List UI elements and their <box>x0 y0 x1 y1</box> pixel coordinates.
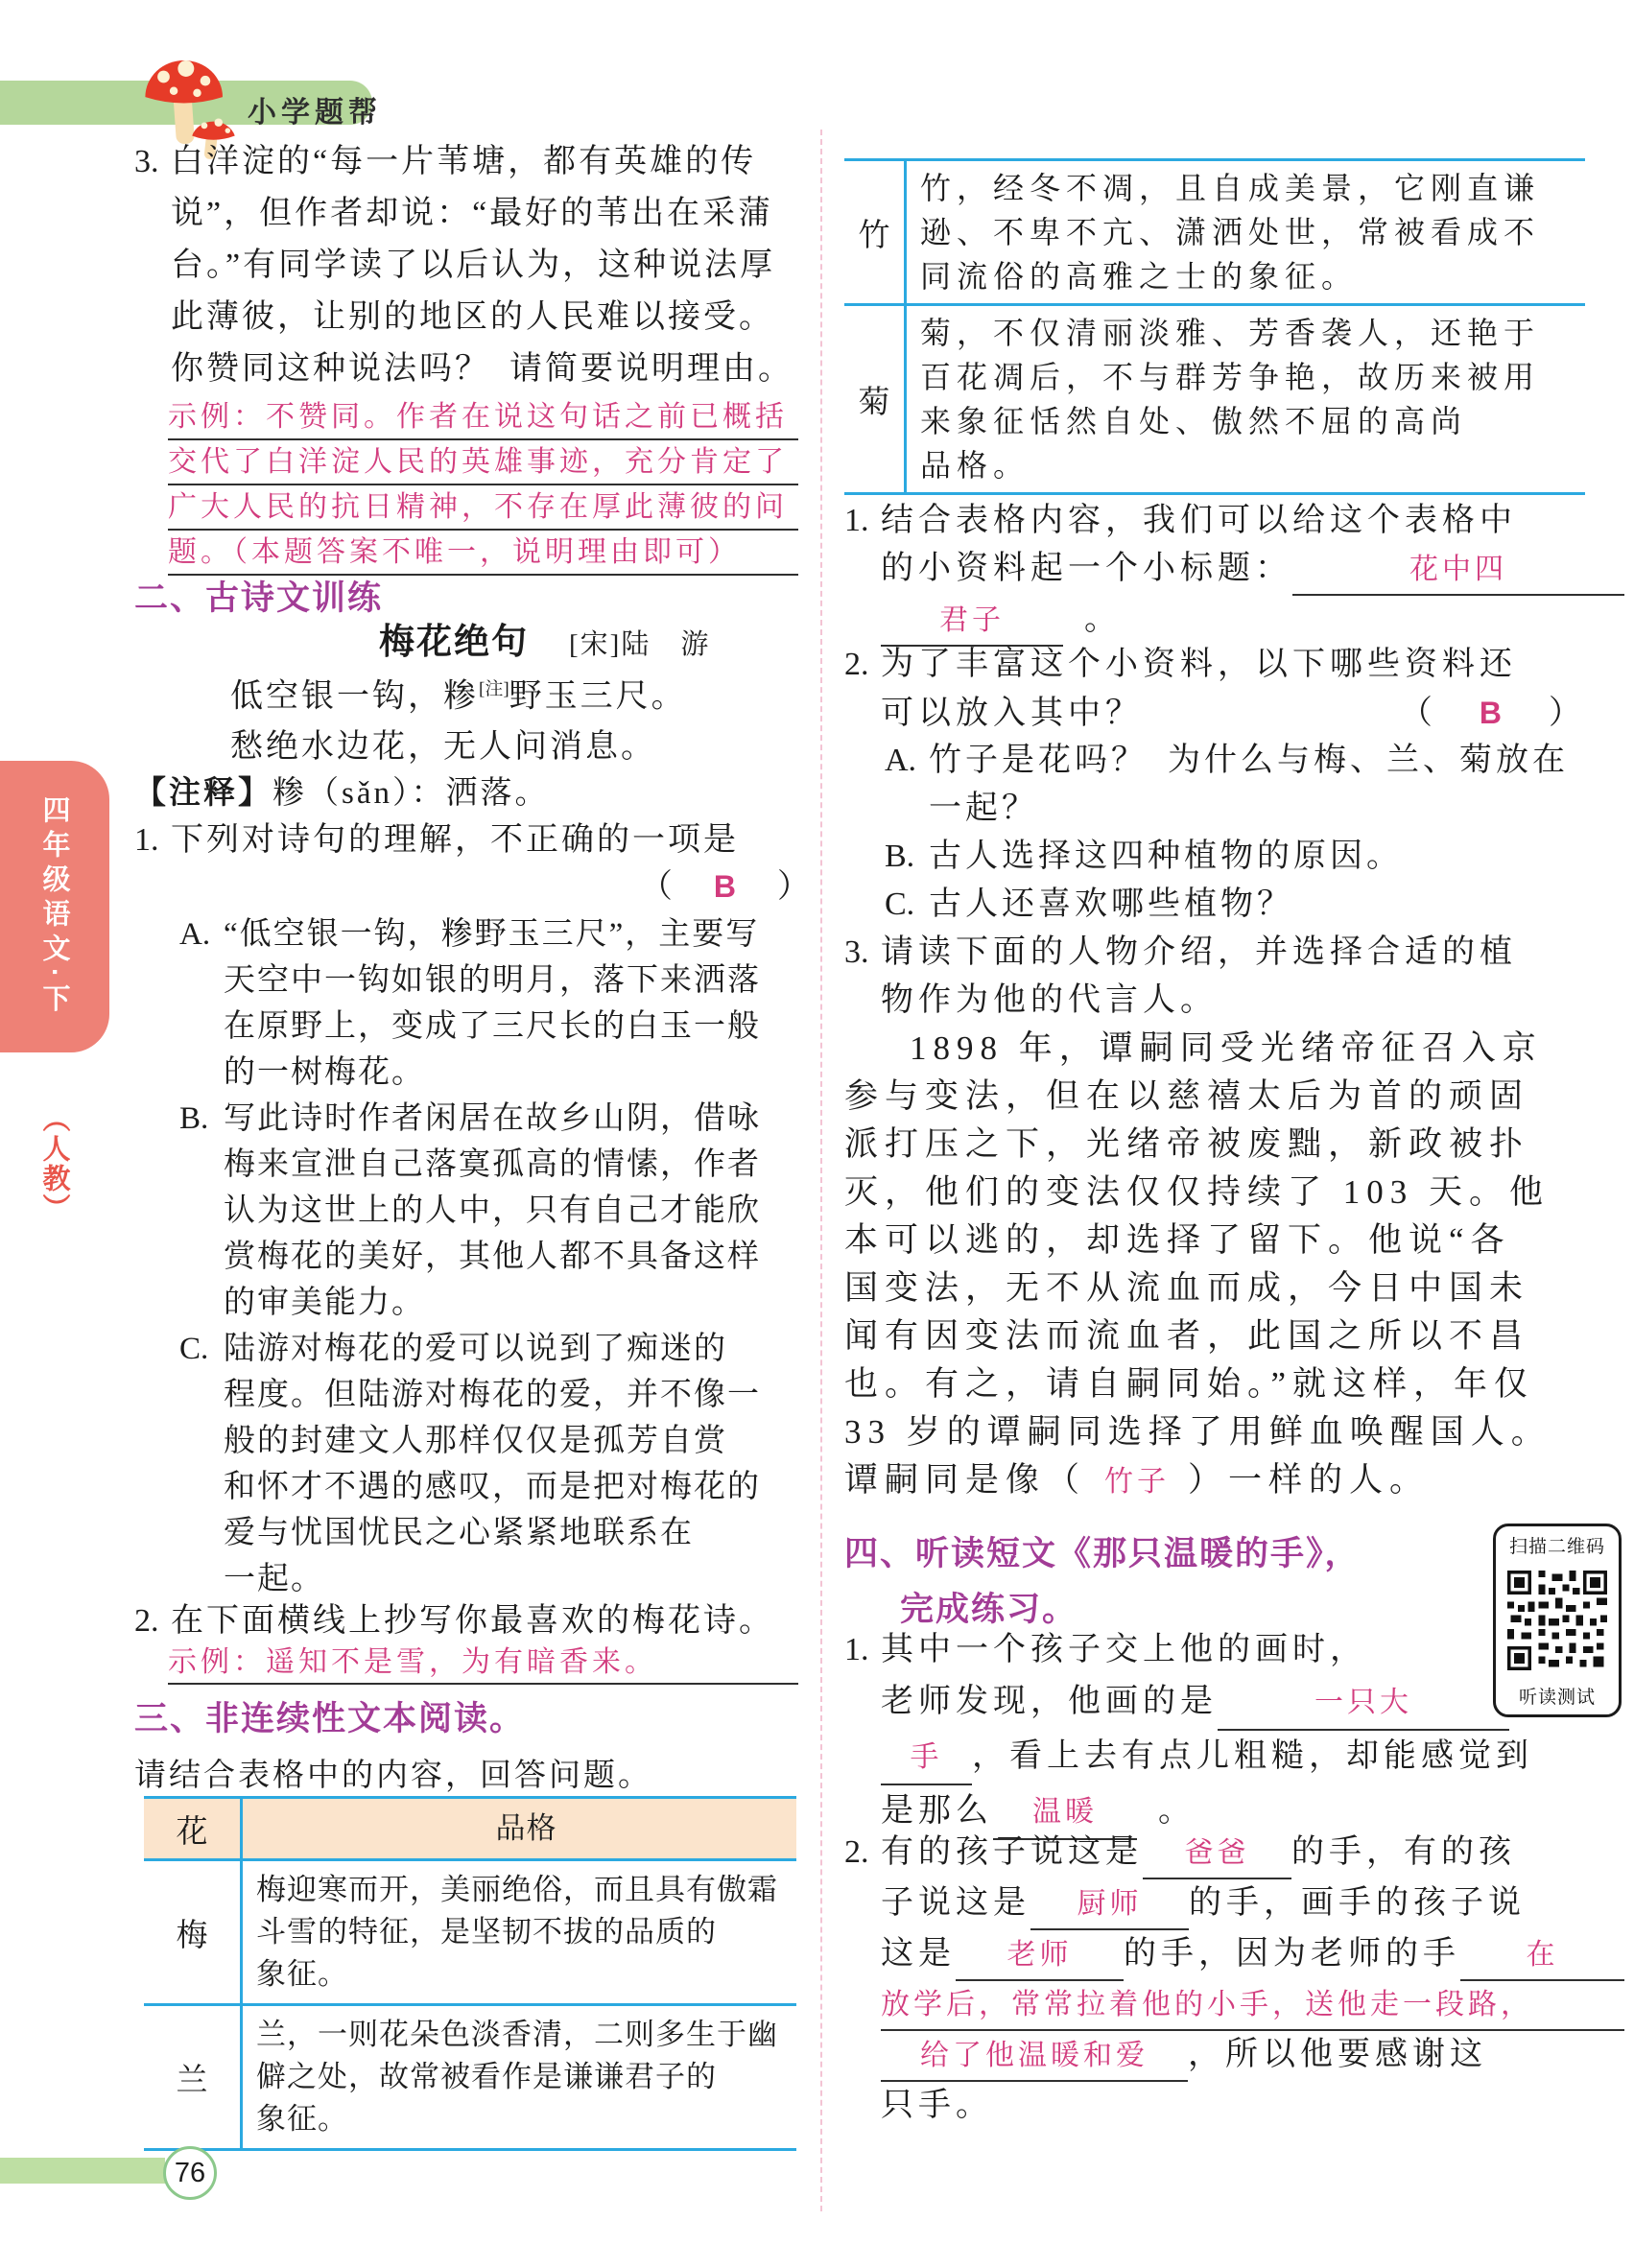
table-row <box>844 306 1585 495</box>
right-question-2-options <box>885 737 1632 929</box>
table-header-row <box>144 1799 796 1861</box>
poem-body <box>230 664 687 772</box>
text-segment: 程度。但陆游对梅花的爱，并不像一 <box>224 1378 761 1412</box>
answer-text: 花中四 <box>1292 546 1624 596</box>
text-line <box>929 785 1632 833</box>
table-row-label: 菊 <box>844 306 907 492</box>
text-segment: A. <box>179 917 211 952</box>
text-segment: ） <box>739 869 813 905</box>
table-row-text <box>243 2006 796 2148</box>
text-line <box>224 1280 845 1326</box>
text-line <box>224 1372 845 1418</box>
right-question-2 <box>844 641 1624 738</box>
text-line <box>179 1326 845 1372</box>
table-row-label: 兰 <box>144 2006 243 2148</box>
text-segment: 逊、不卑不亢、潇洒处世，常被看成不 <box>920 215 1541 249</box>
text-line <box>134 817 837 863</box>
qr-code-icon <box>1507 1571 1607 1670</box>
text-segment: 古人还喜欢哪些植物？ <box>929 886 1293 922</box>
text-line <box>920 443 1585 487</box>
text-segment: 愁绝水边花，无人问消息。 <box>230 729 656 766</box>
text-line <box>881 689 1624 738</box>
text-segment: 国变法，无不从流血而成，今日中国未 <box>844 1269 1530 1307</box>
text-line <box>224 1004 845 1050</box>
text-line <box>224 1142 845 1188</box>
text-segment: 同流俗的高雅之士的象征。 <box>920 259 1359 294</box>
text-segment: 竹，经冬不凋，且自成美景，它刚直谦 <box>920 171 1541 205</box>
poem-author: [宋]陆 游 <box>569 629 711 660</box>
text-segment: 低空银一钩，糁 <box>230 678 479 715</box>
text-line <box>168 485 798 531</box>
sidebar-grade-label: 四年级语文·下 <box>38 794 70 1019</box>
text-segment: 交代了白洋淀人民的英雄事迹，充分肯定了 <box>168 446 788 478</box>
text-line <box>224 1556 845 1602</box>
qr-top-label: 扫描二维码 <box>1508 1537 1605 1557</box>
text-line <box>885 833 1632 881</box>
answer-text: 老师 <box>956 1931 1124 1981</box>
text-segment: 象征。 <box>256 2102 348 2136</box>
text-line <box>171 343 837 395</box>
qr-code-panel <box>1493 1524 1622 1717</box>
table-row-text <box>907 161 1585 303</box>
note-text: 糁（sǎn）：洒落。 <box>272 776 550 811</box>
biography-paragraph <box>844 1025 1588 1506</box>
text-line <box>844 497 1624 545</box>
text-segment: 灭，他们的变法仅仅持续了 103 天。他 <box>844 1173 1551 1211</box>
text-segment: ，所以他要感谢这 <box>1188 2037 1487 2072</box>
text-segment: 也。有之，请自嗣同始。”就这样，年仅 <box>844 1365 1535 1403</box>
text-line <box>885 737 1632 785</box>
section-3-heading: 三、非连续性文本阅读。 <box>134 1700 526 1737</box>
text-segment: 谭嗣同是像（ <box>844 1461 1087 1499</box>
text-segment: 1. <box>134 822 159 858</box>
question-2-answer <box>168 1642 798 1685</box>
text-line <box>881 545 1624 596</box>
text-segment: 可以放入其中？ <box>881 696 1143 731</box>
text-segment: 台。”有同学读了以后认为，这种说法厚 <box>171 248 776 283</box>
question-1-stem <box>134 817 837 910</box>
text-line <box>881 596 1624 647</box>
right-question-1 <box>844 497 1624 647</box>
table-row-label: 竹 <box>844 161 907 303</box>
question-1-options <box>179 911 845 1602</box>
text-line <box>920 254 1585 298</box>
answer-text: 厨师 <box>1030 1880 1189 1930</box>
answer-text: B <box>713 869 739 904</box>
text-segment: 一起。 <box>224 1562 324 1596</box>
text-line <box>256 1911 796 1953</box>
text-segment: C. <box>885 886 915 922</box>
text-line <box>224 1050 845 1096</box>
text-line <box>168 395 798 440</box>
text-line <box>844 1073 1588 1121</box>
text-segment: 梅来宣泄自己落寞孤高的情愫，作者 <box>224 1147 761 1182</box>
answer-text: B <box>1479 696 1506 730</box>
text-line <box>885 881 1632 929</box>
text-segment: 的手，有的孩 <box>1291 1834 1516 1870</box>
text-line <box>256 2098 796 2140</box>
question-3 <box>134 136 837 395</box>
text-segment: （ <box>1399 696 1480 731</box>
text-segment: 梅迎寒而开，美丽绝俗，而且具有傲霜 <box>256 1873 778 1906</box>
text-line <box>224 1510 845 1556</box>
text-segment: 放学后，常常拉着他的小手，送他走一段路， <box>881 1989 1533 2020</box>
text-segment: 下列对诗句的理解，不正确的一项是 <box>171 822 739 858</box>
text-segment: 子说这是 <box>881 1885 1030 1921</box>
text-line <box>844 1217 1588 1264</box>
text-segment: 本可以逃的，却选择了留下。他说“各 <box>844 1221 1511 1259</box>
text-line <box>844 1121 1588 1169</box>
text-segment: 在下面横线上抄写你最喜欢的梅花诗。 <box>171 1603 774 1639</box>
text-line <box>844 1169 1588 1217</box>
sidebar-edition <box>0 1063 109 1264</box>
text-segment: 象征。 <box>256 1957 348 1991</box>
text-segment: 一起？ <box>929 791 1038 826</box>
text-segment: 33 岁的谭嗣同选择了用鲜血唤醒国人。 <box>844 1413 1551 1451</box>
right-question-3 <box>844 929 1624 1025</box>
answer-text: 给了他温暖和爱 <box>881 2032 1188 2082</box>
text-segment: 来象征恬然自处、傲然不屈的高尚 <box>920 404 1468 438</box>
text-line <box>844 1829 1624 1879</box>
text-segment: 说”，但作者却说：“最好的苇出在采蒲 <box>171 196 774 231</box>
text-segment: （ <box>639 869 714 905</box>
text-line <box>134 136 837 188</box>
table-header-character: 品格 <box>495 1811 557 1845</box>
text-segment: 结合表格内容，我们可以给这个表格中 <box>881 503 1517 538</box>
text-line <box>844 1456 1588 1506</box>
answer-text: 一只大 <box>1218 1677 1509 1731</box>
table-row-text <box>243 1861 796 2003</box>
text-line <box>881 1930 1624 1981</box>
text-segment: 写此诗时作者闲居在故乡山阴，借咏 <box>224 1101 761 1136</box>
text-line <box>881 1879 1624 1930</box>
question-2-stem <box>134 1598 837 1644</box>
text-line <box>844 1264 1588 1312</box>
text-line <box>844 1360 1588 1408</box>
text-segment: 和怀才不遇的感叹，而是把对梅花的 <box>224 1470 761 1504</box>
text-line <box>256 2014 796 2056</box>
table-row <box>144 2006 796 2151</box>
text-line <box>881 1676 1509 1731</box>
text-line <box>171 188 837 240</box>
table-row-text <box>907 306 1585 492</box>
text-segment: “低空银一钩，糁野玉三尺”，主要写 <box>224 917 760 952</box>
sidebar-edition-label: （人教） <box>38 1104 70 1223</box>
text-segment: 认为这世上的人中，只有自己才能欣 <box>224 1193 761 1228</box>
table-row <box>844 161 1585 306</box>
text-segment: 的一树梅花。 <box>224 1055 425 1090</box>
text-line <box>256 1869 796 1911</box>
table-intro: 请结合表格中的内容，回答问题。 <box>134 1759 652 1793</box>
text-segment: 2. <box>844 1834 869 1870</box>
text-segment: 僻之处，故常被看作是谦谦君子的 <box>256 2060 717 2093</box>
text-segment: B. <box>179 1101 209 1136</box>
brand-title: 小学题帮 <box>248 97 382 129</box>
text-segment: 菊，不仅清丽淡雅、芳香袭人，还艳于 <box>920 316 1541 350</box>
text-segment: 的手，因为老师的手 <box>1124 1936 1460 1972</box>
text-segment: 有的孩子说这是 <box>881 1834 1143 1870</box>
text-segment: 请读下面的人物介绍，并选择合适的植 <box>881 934 1517 970</box>
answer-text: 在 <box>1460 1931 1624 1981</box>
text-segment: 1898 年，谭嗣同受光绪帝征召入京 <box>910 1029 1543 1067</box>
answer-text: 爸爸 <box>1143 1830 1291 1879</box>
answer-text: 手 <box>881 1732 972 1785</box>
text-segment: 派打压之下，光绪帝被废黜，新政被扑 <box>844 1125 1530 1163</box>
text-line <box>920 210 1585 254</box>
text-line <box>134 1598 837 1644</box>
text-line <box>224 1234 845 1280</box>
text-segment: 竹子是花吗？ 为什么与梅、兰、菊放在 <box>929 743 1569 778</box>
text-segment: 这是 <box>881 1936 956 1972</box>
text-line <box>224 1188 845 1234</box>
page-number: 76 <box>163 2146 217 2200</box>
text-line <box>844 641 1624 689</box>
footer-bar <box>0 2158 165 2184</box>
text-line <box>881 2031 1624 2082</box>
text-segment: 是那么 <box>881 1793 993 1829</box>
text-segment: 古人选择这四种植物的原因。 <box>929 839 1403 874</box>
text-segment: 2. <box>844 647 869 682</box>
text-segment: 示例：遥知不是雪，为有暗香来。 <box>168 1646 657 1678</box>
text-segment: 百花凋后，不与群芳争艳，故历来被用 <box>920 360 1541 394</box>
text-segment: 品格。 <box>920 448 1030 483</box>
text-segment: 般的封建文人那样仅仅是孤芳自赏 <box>224 1424 727 1458</box>
poem-note <box>134 768 550 813</box>
answer-text: 君子 <box>881 597 1063 647</box>
text-line <box>168 1642 798 1685</box>
text-segment: B. <box>885 839 915 874</box>
text-line <box>881 2082 1624 2130</box>
text-segment: 。 <box>1137 1793 1196 1829</box>
text-segment: ）一样的人。 <box>1188 1461 1431 1499</box>
text-line <box>881 1981 1624 2031</box>
text-segment: 爱与忧国忧民之心紧紧地联系在 <box>224 1516 694 1550</box>
text-line <box>256 2056 796 2098</box>
text-segment: 你赞同这种说法吗？ 请简要说明理由。 <box>171 351 793 387</box>
listening-question-2 <box>844 1829 1624 2130</box>
text-line <box>230 664 687 721</box>
text-segment: 1. <box>844 503 869 538</box>
text-line <box>224 1418 845 1464</box>
text-segment: 其中一个孩子交上他的画时， <box>881 1632 1367 1667</box>
text-segment: 题。（本题答案不唯一，说明理由即可） <box>168 536 741 568</box>
qr-bottom-label: 听读测试 <box>1518 1688 1596 1708</box>
text-segment: ，看上去有点儿粗糙，却能感觉到 <box>972 1738 1533 1774</box>
text-segment: 2. <box>134 1603 159 1639</box>
text-line <box>920 399 1585 443</box>
text-segment: C. <box>179 1332 209 1366</box>
text-line <box>920 311 1585 355</box>
text-segment: 此薄彼，让别的地区的人民难以接受。 <box>171 299 774 335</box>
text-segment: 只手。 <box>881 2088 993 2123</box>
poem-title: 梅花绝句 <box>379 622 529 661</box>
text-segment: 参与变法，但在以慈禧太后为首的顽固 <box>844 1077 1530 1115</box>
text-segment: 斗雪的特征，是坚韧不拔的品质的 <box>256 1915 717 1949</box>
text-segment: 的手，画手的孩子说 <box>1189 1885 1526 1921</box>
text-segment: 示例：不赞同。作者在说这句话之前已概括 <box>168 401 788 433</box>
text-segment: 3. <box>844 934 869 970</box>
text-segment: 物作为他的代言人。 <box>881 982 1218 1018</box>
text-line <box>844 929 1624 977</box>
text-line <box>256 1953 796 1996</box>
poem-title-line <box>379 612 710 664</box>
note-label: 【注释】 <box>134 774 272 810</box>
text-segment: 3. <box>134 144 159 179</box>
text-line <box>920 166 1585 210</box>
table-header-flower: 花 <box>144 1799 243 1858</box>
text-segment: 天空中一钩如银的明月，落下来洒落 <box>224 963 761 998</box>
text-line <box>844 1408 1588 1456</box>
text-segment: 白洋淀的“每一片苇塘，都有英雄的传 <box>171 144 757 179</box>
text-line <box>224 1464 845 1510</box>
text-segment: 闻有因变法而流血者，此国之所以不昌 <box>844 1317 1530 1355</box>
text-segment: 野玉三尺。 <box>509 678 687 715</box>
sidebar-grade-tab <box>0 761 109 1052</box>
text-line <box>881 1731 1624 1785</box>
section-2-heading: 二、古诗文训练 <box>134 579 384 617</box>
text-line <box>168 531 798 576</box>
text-line <box>171 863 837 910</box>
text-segment: 赏梅花的美好，其他人都不具备这样 <box>224 1240 761 1274</box>
section-4-heading-line1: 四、听读短文《那只温暖的手》， <box>844 1535 1361 1572</box>
text-line <box>171 240 837 292</box>
answer-text: 竹子 <box>1086 1466 1189 1498</box>
section-4-heading-line2: 完成练习。 <box>900 1591 1078 1628</box>
text-segment: 的审美能力。 <box>224 1286 425 1320</box>
text-segment: 。 <box>1063 602 1122 637</box>
text-line <box>179 1096 845 1142</box>
text-segment: 陆游对梅花的爱可以说到了痴迷的 <box>224 1332 727 1366</box>
text-line <box>844 1312 1588 1360</box>
flower-table-left <box>144 1796 796 2151</box>
text-segment: 为了丰富这个小资料，以下哪些资料还 <box>881 647 1517 682</box>
text-line <box>168 440 798 485</box>
text-segment: 老师发现，他画的是 <box>881 1684 1218 1719</box>
table-row <box>144 1861 796 2006</box>
text-segment: 广大人民的抗日精神，不存在厚此薄彼的问 <box>168 491 788 523</box>
text-segment: 的小资料起一个小标题： <box>881 551 1292 586</box>
text-line <box>230 721 687 772</box>
flower-table-right <box>844 158 1585 495</box>
text-line <box>171 292 837 343</box>
text-segment: 1. <box>844 1632 869 1667</box>
text-segment: [注] <box>479 679 509 699</box>
text-segment: A. <box>885 743 917 778</box>
text-segment: ） <box>1506 696 1586 731</box>
table-row-label: 梅 <box>144 1861 243 2003</box>
answer-text: 温暖 <box>993 1786 1137 1840</box>
text-segment: 在原野上，变成了三尺长的白玉一般 <box>224 1009 761 1044</box>
text-line <box>844 1025 1588 1073</box>
text-line <box>881 977 1624 1025</box>
text-line <box>224 957 845 1004</box>
text-line <box>179 911 845 957</box>
question-3-answer <box>168 395 798 576</box>
text-line <box>920 355 1585 399</box>
text-segment: 兰，一则花朵色淡香清，二则多生于幽 <box>256 2018 778 2051</box>
